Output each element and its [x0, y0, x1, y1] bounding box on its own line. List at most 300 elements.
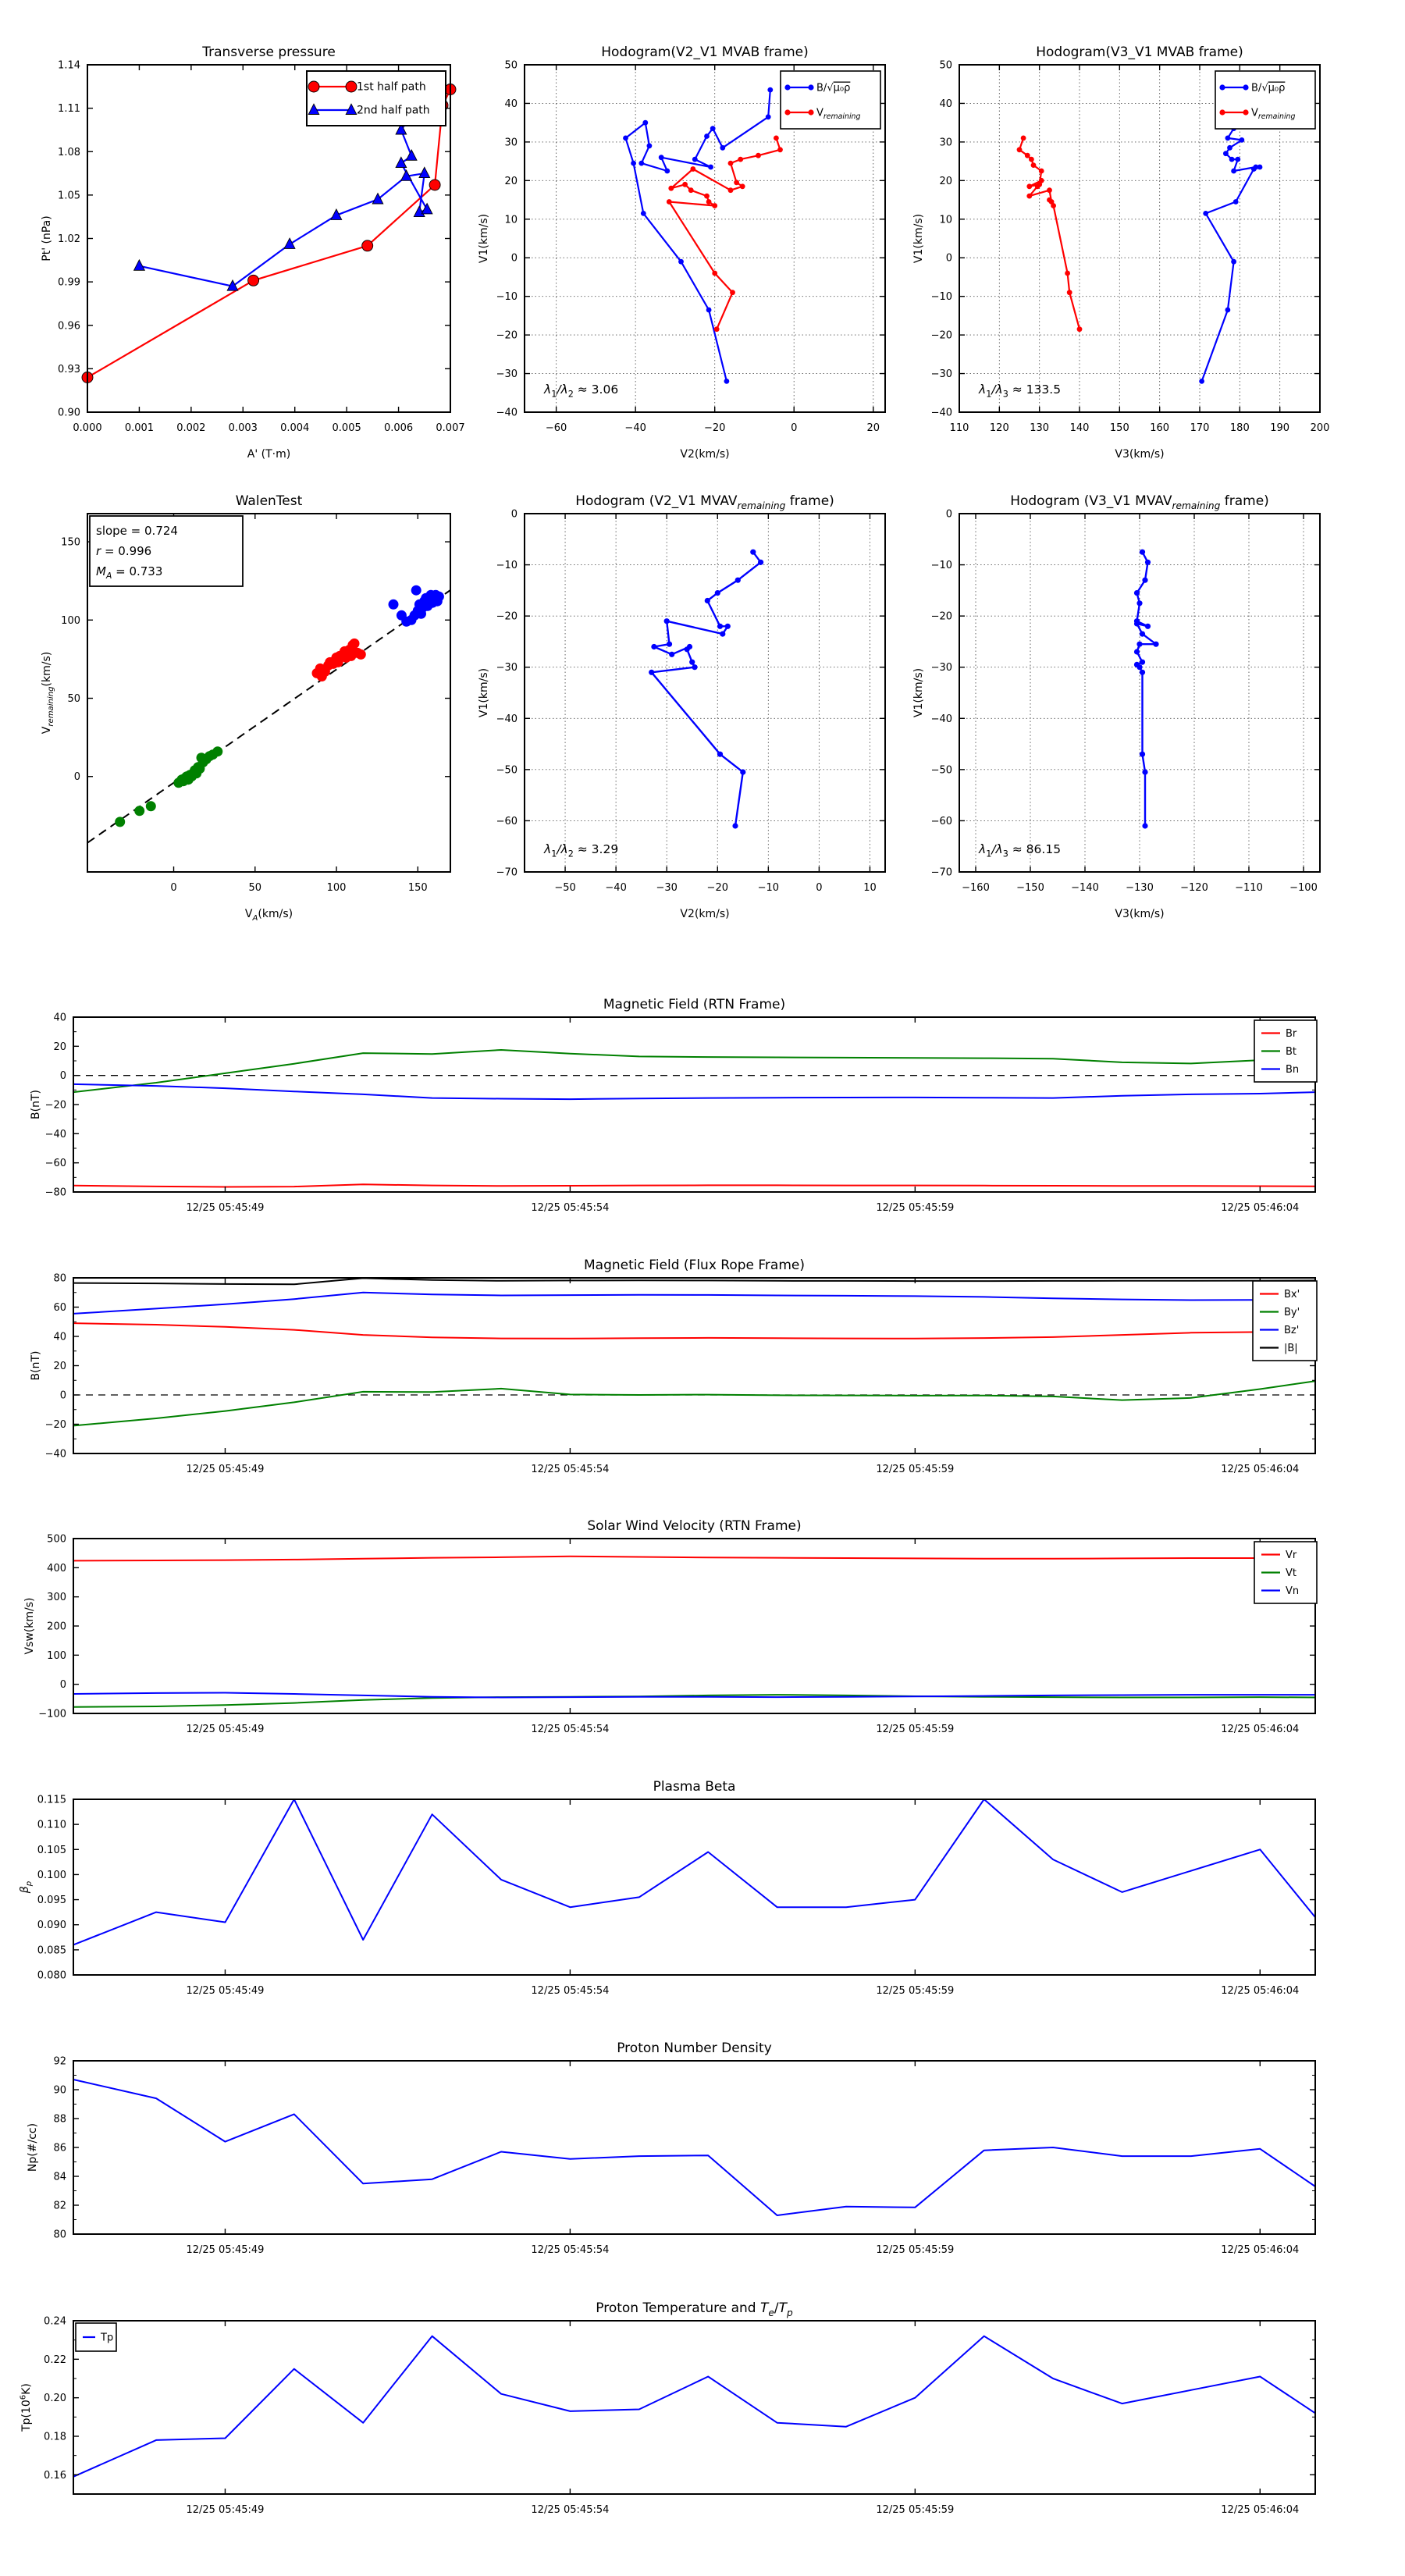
marker-dot	[668, 186, 674, 191]
x-tick-label: 110	[949, 422, 969, 434]
marker-dot	[641, 211, 646, 216]
x-tick-label: 0.004	[280, 422, 310, 434]
marker-dot	[689, 660, 695, 665]
marker-dot	[362, 240, 373, 251]
series-2nd half path	[139, 104, 439, 286]
x-tick-label: 150	[407, 882, 428, 894]
x-tick-label: 12/25 05:45:54	[531, 1464, 610, 1475]
x-tick-label: 12/25 05:45:49	[186, 2504, 265, 2516]
marker-dot	[350, 639, 360, 649]
x-tick-label: 12/25 05:45:54	[531, 2504, 610, 2516]
x-tick-label: 100	[326, 882, 347, 894]
stats-line: slope = 0.724	[96, 524, 178, 538]
chart-title: Plasma Beta	[653, 1779, 736, 1795]
x-tick-label: −100	[1289, 882, 1318, 894]
marker-dot	[649, 670, 654, 675]
marker-dot	[429, 180, 440, 190]
y-tick-label: 0.080	[37, 1969, 66, 1982]
y-tick-label: 0.22	[44, 2354, 66, 2366]
y-tick-label: −40	[44, 1448, 66, 1461]
y-tick-label: 30	[939, 137, 952, 149]
marker-dot	[706, 199, 712, 205]
marker-dot	[1039, 178, 1044, 183]
x-tick-label: 0.007	[436, 422, 465, 434]
chart-hodogram-v3v1-mvav	[912, 493, 1320, 920]
x-tick-label: 0	[816, 882, 823, 894]
marker-dot	[659, 155, 664, 160]
y-axis-label: V1(km/s)	[912, 667, 925, 718]
y-tick-label: 0.090	[37, 1920, 66, 1932]
marker-dot	[1065, 271, 1070, 276]
marker-dot	[1077, 326, 1083, 332]
y-axis-label: B(nT)	[30, 1350, 42, 1381]
marker-dot	[704, 194, 710, 199]
marker-dot	[705, 598, 710, 603]
y-tick-label: −60	[930, 815, 952, 827]
x-axis-label: V2(km/s)	[680, 908, 730, 920]
marker-dot	[346, 81, 357, 92]
series-Br	[73, 1184, 1315, 1187]
x-tick-label: 12/25 05:45:59	[876, 1464, 955, 1475]
legend-label: |B|	[1284, 1343, 1298, 1354]
x-tick-label: −10	[757, 882, 780, 894]
series-Np	[73, 2080, 1315, 2215]
marker-dot	[1035, 183, 1040, 189]
chart-plasma-beta	[19, 1779, 1315, 1997]
x-tick-label: 12/25 05:46:04	[1221, 1202, 1300, 1214]
x-tick-label: 12/25 05:46:04	[1221, 1464, 1300, 1475]
x-tick-label: 0	[791, 422, 798, 434]
x-axis-label: V3(km/s)	[1115, 448, 1165, 461]
marker-dot	[720, 145, 725, 151]
marker-dot	[1039, 169, 1044, 174]
x-tick-label: 12/25 05:45:49	[186, 1464, 265, 1475]
marker-dot	[389, 600, 399, 610]
axes-frame	[73, 1799, 1315, 1975]
marker-dot	[738, 157, 743, 162]
chart-title: Transverse pressure	[202, 44, 336, 60]
marker-dot	[1025, 153, 1030, 158]
x-tick-label: 12/25 05:45:49	[186, 2244, 265, 2256]
marker-triangle	[134, 260, 145, 270]
y-tick-label: −10	[496, 291, 518, 304]
series-V remaining	[1019, 138, 1080, 329]
y-tick-label: −20	[44, 1099, 66, 1112]
y-tick-label: 60	[53, 1302, 66, 1314]
y-tick-label: 40	[939, 98, 952, 110]
y-tick-label: 1.14	[58, 59, 80, 72]
y-tick-label: −20	[44, 1419, 66, 1431]
legend-label: Br	[1286, 1028, 1297, 1040]
x-tick-label: 12/25 05:45:54	[531, 1724, 610, 1735]
marker-dot	[1136, 664, 1142, 670]
x-tick-label: 170	[1190, 422, 1210, 434]
y-tick-label: 0.16	[44, 2469, 66, 2482]
marker-dot	[1225, 136, 1231, 141]
y-tick-label: −60	[44, 1158, 66, 1170]
axes-frame	[73, 2321, 1315, 2494]
axes-frame	[73, 1539, 1315, 1713]
chart-title: Magnetic Field (Flux Rope Frame)	[584, 1258, 805, 1273]
y-tick-label: 10	[504, 214, 518, 226]
marker-dot	[710, 126, 716, 131]
series-Bn	[73, 1084, 1315, 1099]
y-axis-label: Np(#/cc)	[27, 2122, 39, 2172]
annotation: $\lambda_1/\lambda_3 \approx 133.5$	[979, 382, 1062, 400]
marker-dot	[1227, 145, 1232, 151]
chart-magnetic-field-flux-rope	[30, 1258, 1317, 1475]
y-tick-label: 0	[945, 252, 952, 265]
series-Vr	[73, 1557, 1315, 1561]
y-tick-label: 0	[510, 508, 518, 521]
marker-dot	[1229, 157, 1235, 162]
y-tick-label: 150	[61, 536, 80, 549]
x-tick-label: −20	[706, 882, 728, 894]
marker-dot	[1240, 137, 1245, 143]
marker-dot	[664, 618, 670, 624]
marker-dot	[728, 187, 734, 193]
marker-dot	[777, 147, 783, 152]
y-axis-label: V1(km/s)	[478, 667, 490, 718]
marker-dot	[1026, 194, 1032, 199]
y-tick-label: −70	[930, 866, 952, 879]
y-tick-label: 20	[53, 1041, 66, 1053]
marker-dot	[750, 550, 756, 555]
marker-dot	[704, 133, 710, 139]
marker-dot	[356, 649, 366, 660]
y-tick-label: −40	[44, 1128, 66, 1140]
y-tick-label: 50	[939, 59, 952, 72]
marker-dot	[728, 161, 734, 166]
x-tick-label: 0.006	[383, 422, 414, 434]
y-axis-label: $V_{remaining}(km/s)$	[41, 651, 55, 735]
marker-dot	[1031, 162, 1037, 168]
y-tick-label: −40	[930, 713, 952, 725]
chart-transverse-pressure	[41, 44, 465, 461]
chart-title: Proton Temperature and $T_e/T_p$	[596, 2300, 793, 2318]
marker-dot	[669, 652, 674, 657]
annotation: $\lambda_1/\lambda_3 \approx 86.15$	[979, 842, 1062, 859]
y-tick-label: 0.93	[58, 363, 80, 375]
series-fit line	[87, 590, 450, 843]
marker-dot	[1140, 632, 1145, 637]
y-tick-label: 0.18	[44, 2431, 66, 2443]
marker-dot	[638, 161, 644, 166]
y-tick-label: −40	[496, 713, 518, 725]
legend-label: Vr	[1286, 1550, 1297, 1561]
chart-title: WalenTest	[235, 493, 303, 509]
stats-line: $M_A = 0.733$	[96, 564, 163, 582]
marker-dot	[767, 87, 773, 93]
y-tick-label: 500	[47, 1533, 66, 1546]
marker-dot	[1140, 550, 1145, 555]
marker-dot	[1225, 308, 1231, 313]
y-tick-label: 0	[510, 252, 518, 265]
marker-dot	[1047, 197, 1052, 203]
y-tick-label: 50	[67, 693, 80, 706]
y-tick-label: 0.110	[37, 1819, 66, 1831]
x-tick-label: −50	[554, 882, 576, 894]
marker-dot	[664, 169, 670, 174]
x-tick-label: 12/25 05:45:54	[531, 1985, 610, 1997]
y-tick-label: −10	[496, 560, 518, 572]
y-tick-label: 0.085	[37, 1944, 66, 1957]
marker-dot	[1199, 379, 1204, 384]
legend-label: By'	[1284, 1307, 1300, 1318]
marker-dot	[1251, 166, 1257, 172]
x-tick-label: 130	[1030, 422, 1050, 434]
marker-dot	[784, 84, 790, 90]
chart-title: Solar Wind Velocity (RTN Frame)	[587, 1518, 802, 1534]
y-tick-label: −20	[930, 610, 952, 623]
y-axis-label: V1(km/s)	[912, 213, 925, 264]
marker-dot	[1153, 642, 1158, 647]
marker-dot	[717, 624, 723, 629]
x-tick-label: 12/25 05:46:04	[1221, 2244, 1300, 2256]
stats-line: r = 0.996	[96, 544, 152, 558]
y-tick-label: 0.24	[44, 2315, 66, 2328]
legend-label: 1st half path	[357, 80, 426, 94]
y-tick-label: 10	[939, 214, 952, 226]
x-axis-label: V2(km/s)	[680, 448, 730, 461]
marker-triangle	[422, 204, 432, 214]
x-tick-label: 0.002	[176, 422, 206, 434]
y-tick-label: −30	[496, 368, 518, 381]
marker-triangle	[406, 150, 417, 160]
legend-label: Bz'	[1284, 1325, 1300, 1336]
y-tick-label: 0	[59, 1679, 66, 1692]
marker-dot	[667, 199, 672, 205]
marker-dot	[1136, 642, 1142, 647]
series-Tp	[73, 2336, 1315, 2477]
chart-title: Hodogram(V3_V1 MVAB frame)	[1036, 44, 1243, 60]
x-tick-label: 200	[1310, 422, 1330, 434]
y-tick-label: −10	[930, 291, 952, 304]
marker-dot	[212, 746, 222, 756]
y-tick-label: 300	[47, 1592, 66, 1604]
marker-dot	[1231, 169, 1236, 174]
y-tick-label: −30	[930, 368, 952, 381]
x-tick-label: 120	[989, 422, 1009, 434]
legend-label: $V_{remaining}$	[816, 107, 861, 122]
y-tick-label: 80	[53, 1272, 66, 1285]
marker-dot	[1140, 670, 1145, 675]
y-axis-label: $\beta_p$	[19, 1880, 34, 1894]
marker-dot	[712, 203, 717, 208]
marker-dot	[1235, 157, 1240, 162]
series-V remaining	[669, 138, 780, 329]
x-tick-label: 10	[863, 882, 877, 894]
y-axis-label: V1(km/s)	[478, 213, 490, 264]
marker-dot	[647, 143, 653, 148]
marker-dot	[735, 578, 741, 583]
marker-dot	[734, 180, 739, 185]
chart-title: Proton Number Density	[617, 2041, 772, 2056]
series-Bx'	[73, 1323, 1315, 1339]
chart-walen-test	[41, 493, 450, 923]
x-tick-label: 12/25 05:46:04	[1221, 1724, 1300, 1735]
marker-dot	[134, 806, 144, 816]
x-tick-label: −40	[605, 882, 627, 894]
marker-dot	[688, 187, 694, 193]
y-tick-label: 0.105	[37, 1844, 66, 1856]
chart-proton-temperature	[19, 2300, 1315, 2516]
marker-dot	[115, 817, 125, 827]
y-tick-label: −10	[930, 560, 952, 572]
y-tick-label: 90	[53, 2084, 66, 2097]
chart-title: Hodogram(V2_V1 MVAB frame)	[601, 44, 809, 60]
y-tick-label: 0.20	[44, 2393, 66, 2405]
y-tick-label: 0.99	[58, 276, 80, 289]
x-tick-label: 150	[1109, 422, 1129, 434]
marker-dot	[1026, 183, 1032, 189]
y-tick-label: −100	[38, 1708, 66, 1720]
y-tick-label: 1.11	[58, 103, 80, 116]
y-tick-label: 100	[47, 1649, 66, 1662]
series-|B|	[73, 1278, 1315, 1284]
y-tick-label: −60	[496, 815, 518, 827]
marker-dot	[146, 801, 156, 811]
y-tick-label: 0.96	[58, 320, 80, 333]
y-tick-label: 0.095	[37, 1895, 66, 1907]
marker-dot	[692, 157, 698, 162]
x-axis-label: A' (T·m)	[247, 448, 291, 461]
marker-dot	[1142, 823, 1147, 828]
marker-dot	[1233, 199, 1239, 205]
marker-dot	[720, 632, 725, 637]
x-tick-label: 0.003	[228, 422, 258, 434]
x-tick-label: 0.001	[124, 422, 155, 434]
axes-frame	[73, 1278, 1315, 1453]
series-Bt	[73, 1050, 1315, 1092]
y-tick-label: −20	[496, 329, 518, 342]
x-tick-label: 12/25 05:46:04	[1221, 2504, 1300, 2516]
marker-dot	[1231, 259, 1236, 265]
legend-box	[307, 71, 446, 126]
y-tick-label: −40	[496, 407, 518, 419]
marker-dot	[784, 109, 790, 115]
y-tick-label: −50	[496, 764, 518, 777]
x-tick-label: 12/25 05:45:49	[186, 1724, 265, 1735]
marker-dot	[631, 161, 636, 166]
marker-dot	[808, 109, 813, 115]
y-tick-label: 1.02	[58, 233, 80, 245]
y-tick-label: 30	[504, 137, 518, 149]
marker-dot	[774, 136, 779, 141]
marker-triangle	[284, 238, 295, 248]
y-tick-label: 100	[61, 614, 80, 627]
marker-dot	[1017, 147, 1023, 152]
marker-dot	[642, 120, 648, 126]
marker-dot	[1257, 165, 1263, 170]
x-tick-label: 12/25 05:45:49	[186, 1202, 265, 1214]
x-tick-label: −30	[656, 882, 678, 894]
y-tick-label: 50	[504, 59, 518, 72]
marker-dot	[1223, 151, 1229, 156]
marker-dot	[667, 642, 672, 647]
marker-dot	[730, 290, 735, 295]
marker-dot	[1203, 211, 1208, 216]
marker-triangle	[396, 157, 407, 167]
y-tick-label: 84	[53, 2171, 66, 2183]
marker-dot	[1219, 84, 1225, 90]
legend-label: Bx'	[1284, 1289, 1300, 1300]
y-tick-label: 86	[53, 2142, 66, 2154]
x-tick-label: 50	[248, 882, 262, 894]
legend-label: B/√μ₀ρ	[1251, 82, 1286, 94]
x-tick-label: −110	[1235, 882, 1263, 894]
x-tick-label: 12/25 05:45:59	[876, 1724, 955, 1735]
x-tick-label: −120	[1180, 882, 1208, 894]
x-tick-label: 190	[1270, 422, 1290, 434]
series-beta_p	[73, 1799, 1315, 1944]
marker-dot	[1219, 109, 1225, 115]
annotation: $\lambda_1/\lambda_2 \approx 3.29$	[544, 842, 619, 859]
marker-dot	[1134, 621, 1140, 626]
x-tick-label: −130	[1126, 882, 1154, 894]
legend-label: Tp	[101, 2332, 114, 2344]
x-tick-label: −160	[962, 882, 990, 894]
marker-dot	[1243, 84, 1248, 90]
y-tick-label: 1.08	[58, 146, 80, 158]
y-tick-label: −40	[930, 407, 952, 419]
y-tick-label: −30	[496, 662, 518, 674]
y-tick-label: −30	[930, 662, 952, 674]
chart-proton-number-density	[27, 2041, 1315, 2256]
y-tick-label: 40	[504, 98, 518, 110]
marker-dot	[808, 84, 813, 90]
x-tick-label: 12/25 05:45:59	[876, 1202, 955, 1214]
y-tick-label: 20	[504, 175, 518, 187]
marker-dot	[1140, 660, 1145, 665]
marker-dot	[1243, 109, 1248, 115]
y-tick-label: 0.115	[37, 1794, 66, 1806]
x-tick-label: 180	[1229, 422, 1250, 434]
y-tick-label: 20	[939, 175, 952, 187]
marker-dot	[708, 165, 713, 170]
y-tick-label: 20	[53, 1361, 66, 1372]
marker-dot	[308, 81, 319, 92]
legend-label: 2nd half path	[357, 104, 430, 117]
y-tick-label: 0	[945, 508, 952, 521]
legend-label: Bn	[1286, 1064, 1300, 1076]
marker-dot	[1029, 157, 1034, 162]
marker-dot	[1134, 590, 1140, 596]
marker-dot	[1145, 624, 1151, 629]
y-tick-label: 88	[53, 2113, 66, 2126]
chart-hodogram-v2v1-mvav	[478, 493, 885, 920]
marker-dot	[1051, 203, 1056, 208]
y-tick-label: 200	[47, 1621, 66, 1633]
marker-dot	[715, 590, 720, 596]
x-tick-label: 12/25 05:45:59	[876, 2244, 955, 2256]
marker-dot	[651, 644, 656, 649]
marker-dot	[1142, 770, 1147, 775]
axes-frame	[73, 2061, 1315, 2234]
chart-title: Magnetic Field (RTN Frame)	[603, 997, 786, 1012]
y-tick-label: 40	[53, 1012, 66, 1024]
marker-dot	[725, 624, 731, 629]
x-tick-label: −40	[624, 422, 646, 434]
marker-dot	[714, 326, 720, 332]
marker-dot	[740, 183, 745, 189]
marker-triangle	[372, 194, 383, 204]
chart-hodogram-v2v1-mvab	[478, 44, 885, 461]
x-tick-label: 12/25 05:45:49	[186, 1985, 265, 1997]
x-tick-label: 12/25 05:45:54	[531, 2244, 610, 2256]
chart-solar-wind-velocity	[23, 1518, 1317, 1735]
marker-dot	[740, 770, 745, 775]
